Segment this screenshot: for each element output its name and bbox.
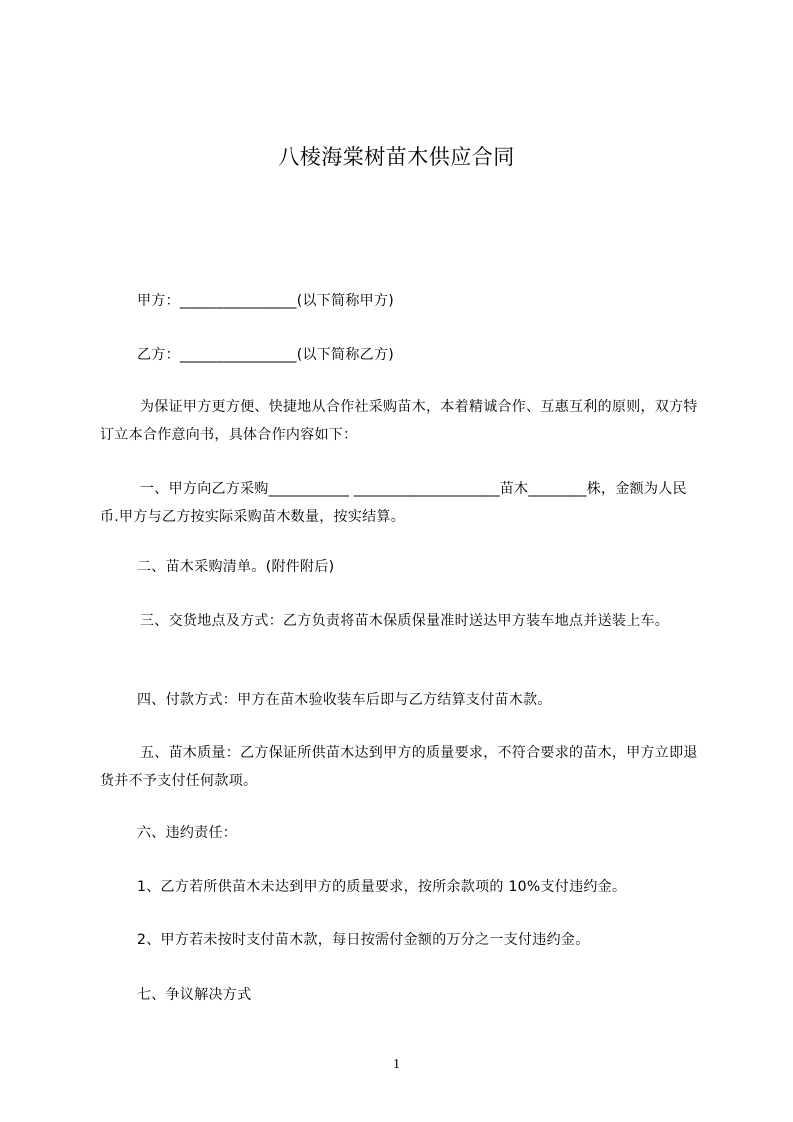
clause-1-paragraph: 一、甲方向乙方采购___________ ____________________苗木________株，金额为人民币.甲方与乙方按实际采购苗木数量，按实结算。 [100, 481, 687, 525]
clause-6-heading: 六、违约责任： [137, 825, 238, 841]
party-b-line: 乙方：________________(以下简称乙方) [137, 347, 395, 363]
clause-5-paragraph: 五、苗木质量：乙方保证所供苗木达到甲方的质量要求，不符合要求的苗木，甲方立即退货并不予支付任何款项。 [100, 745, 698, 789]
clause-7-heading: 七、争议解决方式 [137, 987, 252, 1003]
page-number: 1 [393, 1057, 400, 1072]
clause-4-paragraph: 四、付款方式：甲方在苗木验收装车后即与乙方结算支付苗木款。 [137, 692, 552, 708]
clause-2-paragraph: 二、苗木采购清单。(附件附后) [137, 559, 335, 575]
clause-3-paragraph: 三、交货地点及方式：乙方负责将苗木保质保量准时送达甲方装车地点并送装上车。 [140, 613, 670, 629]
intro-paragraph: 为保证甲方更方便、快捷地从合作社采购苗木，本着精诚合作、互惠互利的原则，双方特订立本合作意向书，具体合作内容如下： [100, 399, 698, 443]
clause-6-item-2: 2、甲方若未按时支付苗木款，每日按需付金额的万分之一支付违约金。 [137, 932, 590, 948]
party-a-line: 甲方：________________(以下简称甲方) [137, 293, 395, 309]
clause-6-item-1: 1、乙方若所供苗木未达到甲方的质量要求，按所余款项的 10%支付违约金。 [137, 879, 627, 895]
document-title: 八棱海棠树苗木供应合同 [278, 145, 515, 169]
